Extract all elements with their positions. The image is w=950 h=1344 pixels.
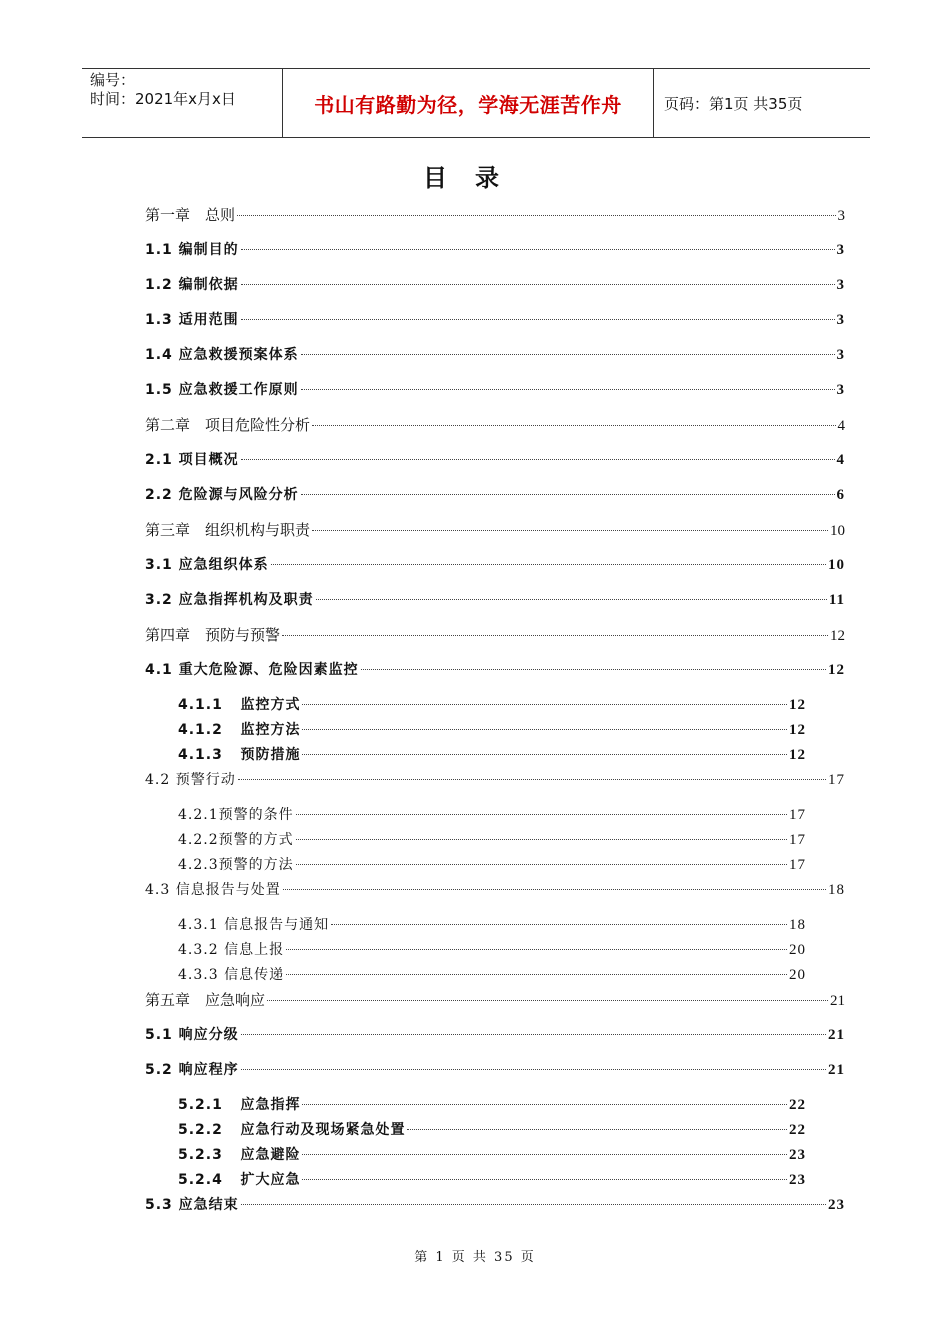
number-label: 编号： (90, 71, 136, 89)
toc-entry-label: 5.2.2 应急行动及现场紧急处置 (178, 1122, 406, 1138)
toc-entry-label: 2.1 项目概况 (145, 452, 239, 468)
toc-entry-label: 2.2 危险源与风险分析 (145, 487, 299, 503)
toc-entry-page: 10 (828, 557, 845, 573)
toc-entry[interactable] (178, 694, 806, 716)
toc-entry[interactable] (145, 449, 845, 471)
toc-entry-label: 4.2.3预警的方法 (178, 857, 294, 873)
toc-entry[interactable] (178, 744, 806, 766)
toc-entry-page: 10 (830, 523, 845, 539)
toc-entry-label: 3.1 应急组织体系 (145, 557, 269, 573)
header-table (82, 68, 870, 138)
dot-leader (241, 284, 835, 285)
toc-entry-page: 22 (789, 1097, 806, 1113)
page-info: 页码：第1页 共35页 (664, 94, 803, 113)
toc-entry-label: 第五章 应急响应 (145, 993, 266, 1009)
toc-entry[interactable] (145, 624, 845, 646)
toc-entry-page: 3 (836, 277, 845, 293)
dot-leader (237, 215, 835, 216)
toc-entry[interactable] (178, 939, 806, 961)
toc-entry-label: 第四章 预防与预警 (145, 628, 281, 644)
toc-entry[interactable] (145, 554, 845, 576)
toc-entry-page: 17 (828, 772, 845, 788)
toc-entry-page: 21 (830, 993, 845, 1009)
toc-entry[interactable] (145, 659, 845, 681)
dot-leader (312, 530, 828, 531)
toc-entry[interactable] (178, 914, 806, 936)
time-label: 时间：2021年x月x日 (90, 90, 236, 108)
toc-entry-label: 4.3.2 信息上报 (178, 942, 285, 958)
toc-entry-page: 18 (828, 882, 845, 898)
toc-entry[interactable] (145, 1194, 845, 1216)
toc-entry[interactable] (145, 1059, 845, 1081)
toc-entry-page: 3 (836, 347, 845, 363)
dot-leader (241, 319, 835, 320)
toc-entry-page: 12 (789, 722, 806, 738)
dot-leader (316, 599, 827, 600)
dot-leader (241, 1204, 826, 1205)
toc-entry[interactable] (145, 1024, 845, 1046)
toc-entry-page: 3 (836, 312, 845, 328)
toc-entry[interactable] (178, 804, 806, 826)
toc-entry-label: 第二章 项目危险性分析 (145, 418, 311, 434)
toc-title: 目录 (423, 164, 527, 192)
dot-leader (267, 1000, 828, 1001)
toc-entry-label: 1.4 应急救援预案体系 (145, 347, 299, 363)
toc-entry[interactable] (178, 829, 806, 851)
dot-leader (241, 459, 835, 460)
dot-leader (283, 889, 826, 890)
toc-entry-page: 3 (837, 208, 845, 224)
toc-entry[interactable] (145, 879, 845, 901)
dot-leader (238, 779, 826, 780)
page-footer: 第 1 页 共 35 页 (414, 1250, 536, 1265)
toc-entry-label: 4.3.1 信息报告与通知 (178, 917, 330, 933)
dot-leader (296, 814, 787, 815)
toc-entry[interactable] (145, 414, 845, 436)
toc-entry-label: 第一章 总则 (145, 208, 236, 224)
toc-entry-label: 第三章 组织机构与职责 (145, 523, 311, 539)
toc-entry-page: 4 (836, 452, 845, 468)
dot-leader (312, 425, 835, 426)
dot-leader (286, 974, 787, 975)
toc-entry[interactable] (145, 519, 845, 541)
toc-entry[interactable] (145, 379, 845, 401)
toc-entry-label: 5.2 响应程序 (145, 1062, 239, 1078)
toc-entry-label: 1.2 编制依据 (145, 277, 239, 293)
toc-entry-page: 17 (789, 832, 806, 848)
toc-entry[interactable] (145, 239, 845, 261)
dot-leader (241, 1069, 826, 1070)
dot-leader (241, 1034, 826, 1035)
dot-leader (271, 564, 826, 565)
motto: 书山有路勤为径，学海无涯苦作舟 (282, 69, 654, 137)
dot-leader (286, 949, 787, 950)
toc-entry-label: 4.2 预警行动 (145, 772, 236, 788)
toc-entry[interactable] (145, 989, 845, 1011)
dot-leader (301, 389, 835, 390)
toc-entry-label: 1.5 应急救援工作原则 (145, 382, 299, 398)
dot-leader (331, 924, 787, 925)
dot-leader (302, 754, 787, 755)
toc-entry[interactable] (145, 484, 845, 506)
toc-entry-label: 5.2.1 应急指挥 (178, 1097, 301, 1113)
toc-entry-label: 5.2.4 扩大应急 (178, 1172, 301, 1188)
dot-leader (302, 1104, 787, 1105)
toc-entry[interactable] (178, 1119, 806, 1141)
toc-entry-page: 6 (836, 487, 845, 503)
toc-entry-page: 20 (789, 967, 806, 983)
toc-entry[interactable] (178, 719, 806, 741)
dot-leader (296, 864, 787, 865)
toc-entry[interactable] (145, 274, 845, 296)
dot-leader (301, 494, 835, 495)
toc-entry-label: 4.1.3 预防措施 (178, 747, 301, 763)
toc-entry-page: 23 (789, 1147, 806, 1163)
toc-entry-label: 4.1.1 监控方式 (178, 697, 301, 713)
toc-entry-page: 3 (836, 242, 845, 258)
toc-entry-label: 1.3 适用范围 (145, 312, 239, 328)
toc-entry-label: 4.3 信息报告与处置 (145, 882, 281, 898)
toc-entry[interactable] (145, 309, 845, 331)
toc-entry-page: 22 (789, 1122, 806, 1138)
toc-entry-page: 17 (789, 807, 806, 823)
toc-entry[interactable] (145, 344, 845, 366)
toc-entry[interactable] (178, 1169, 806, 1191)
toc-entry-page: 12 (830, 628, 845, 644)
toc-entry-label: 5.1 响应分级 (145, 1027, 239, 1043)
toc-entry-label: 4.1 重大危险源、危险因素监控 (145, 662, 359, 678)
toc-entry-page: 21 (828, 1027, 845, 1043)
toc-entry-page: 17 (789, 857, 806, 873)
toc-entry-page: 12 (828, 662, 845, 678)
toc-entry[interactable] (145, 589, 845, 611)
toc-entry-page: 11 (828, 592, 845, 608)
toc-entry-label: 5.2.3 应急避险 (178, 1147, 301, 1163)
toc-entry[interactable] (178, 964, 806, 986)
dot-leader (296, 839, 787, 840)
dot-leader (361, 669, 826, 670)
toc-entry-page: 12 (789, 747, 806, 763)
toc-entry-page: 21 (828, 1062, 845, 1078)
toc-entry-page: 4 (837, 418, 845, 434)
toc-entry-page: 23 (789, 1172, 806, 1188)
toc-entry-page: 20 (789, 942, 806, 958)
dot-leader (302, 729, 787, 730)
dot-leader (241, 249, 835, 250)
toc-entry-label: 4.2.1预警的条件 (178, 807, 294, 823)
toc-entry[interactable] (178, 854, 806, 876)
dot-leader (302, 1154, 787, 1155)
dot-leader (301, 354, 835, 355)
dot-leader (302, 1179, 787, 1180)
dot-leader (282, 635, 828, 636)
toc-entry-label: 4.1.2 监控方法 (178, 722, 301, 738)
toc-entry-label: 3.2 应急指挥机构及职责 (145, 592, 314, 608)
dot-leader (302, 704, 787, 705)
toc-entry-label: 4.3.3 信息传递 (178, 967, 285, 983)
toc-entry[interactable] (145, 769, 845, 791)
toc-entry-label: 1.1 编制目的 (145, 242, 239, 258)
header-left-cell (82, 69, 282, 137)
toc-entry[interactable] (178, 1094, 806, 1116)
toc-entry-page: 12 (789, 697, 806, 713)
toc-entry-page: 23 (828, 1197, 845, 1213)
toc-entry[interactable] (178, 1144, 806, 1166)
toc-entry-label: 4.2.2预警的方式 (178, 832, 294, 848)
toc-entry-page: 18 (789, 917, 806, 933)
dot-leader (407, 1129, 787, 1130)
toc-entry-page: 3 (836, 382, 845, 398)
toc-entry-label: 5.3 应急结束 (145, 1197, 239, 1213)
toc-entry[interactable] (145, 204, 845, 226)
